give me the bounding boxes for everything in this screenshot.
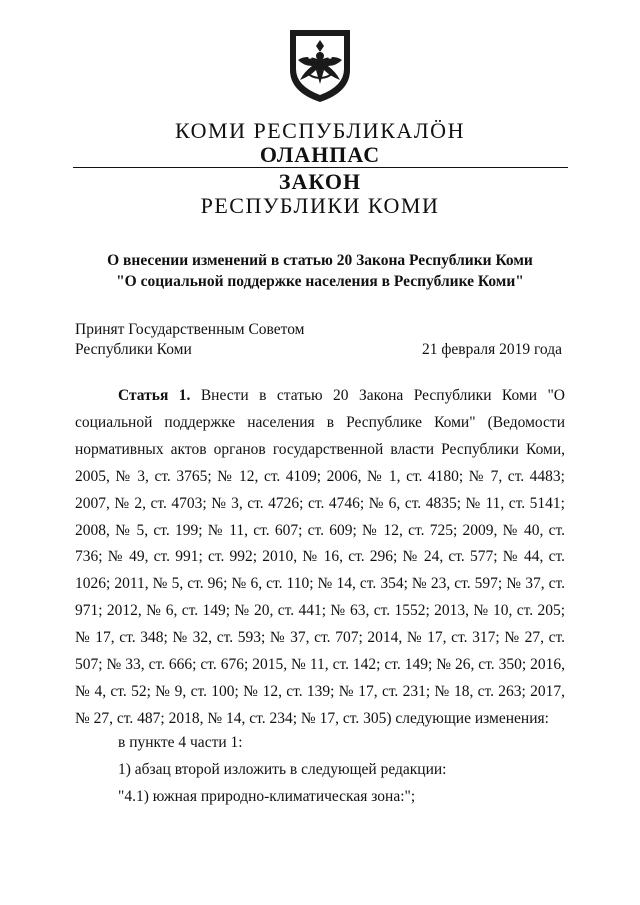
republic-name-komi: КОМИ РЕСПУБЛИКАЛӦН xyxy=(175,118,465,143)
law-heading: ЗАКОН xyxy=(278,169,362,194)
law-title-line-2: "О социальной поддержке населения в Республике Коми" xyxy=(116,273,524,290)
article-text: Внести в статью 20 Закона Республики Коми "О социальной поддержке населения в Республике Коми" (Ведомости нормативных актов органов государственной власти Республики Коми, 2005, № 3, ст. 3765; № 12, ст. 4109; 2006, № 1, ст. 4180; № 7, ст. 4483; 2007, № 2, ст. 4703; № 3, ст. 4726; ст. 4746; № 6, ст. 4835; № 11, ст. 5141; 2008, № 5, ст. 199; № 11, ст. 607; ст. 609; № 12, ст. 725; 2009, № 40, ст. 736; № 49, ст. 991; ст. 992; 2010, № 16, ст. 296; № 24, ст. 577; № 44, ст. 1026; 2011, № 5, ст. 96; № 6, ст. 110; № 14, ст. 354; № 23, ст. 597; № 37, ст. 971; 2012, № 6, ст. 149; № 20, ст. 441; № 63, ст. 1552; 2013, № 10, ст. 205; № 17, ст. 348; № 32, ст. 593; № 37, ст. 707; 2014, № 17, ст. 317; № 27, ст. 507; № 33, ст. 666; ст. 676; 2015, № 11, ст. 142; ст. 149; № 26, ст. 350; 2016, № 4, ст. 52; № 9, ст. 100; № 12, ст. 139; № 17, ст. 231; № 18, ст. 263; 2017, № 27, ст. 487; 2018, № 14, ст. 234; № 17, ст. 305) следующие изменения: xyxy=(75,387,566,727)
article-label: Статья 1. xyxy=(118,387,191,404)
header-divider xyxy=(73,167,568,168)
republic-name-russian: РЕСПУБЛИКИ КОМИ xyxy=(200,193,440,218)
article-item-2: 1) абзац второй изложить в следующей редакции: xyxy=(118,761,447,778)
coat-of-arms-icon xyxy=(284,26,356,104)
olanpas-heading: ОЛАНПАС xyxy=(259,142,381,167)
adoption-line-2: Республики Коми xyxy=(75,341,192,358)
adoption-line-1: Принят Государственным Советом xyxy=(75,321,305,338)
article-item-3: "4.1) южная природно-климатическая зона:"; xyxy=(118,788,416,805)
law-title-line-1: О внесении изменений в статью 20 Закона Республики Коми xyxy=(107,252,533,269)
adoption-date: 21 февраля 2019 года xyxy=(421,341,562,358)
article-1-paragraph xyxy=(75,383,565,733)
article-item-1: в пункте 4 части 1: xyxy=(118,734,243,751)
